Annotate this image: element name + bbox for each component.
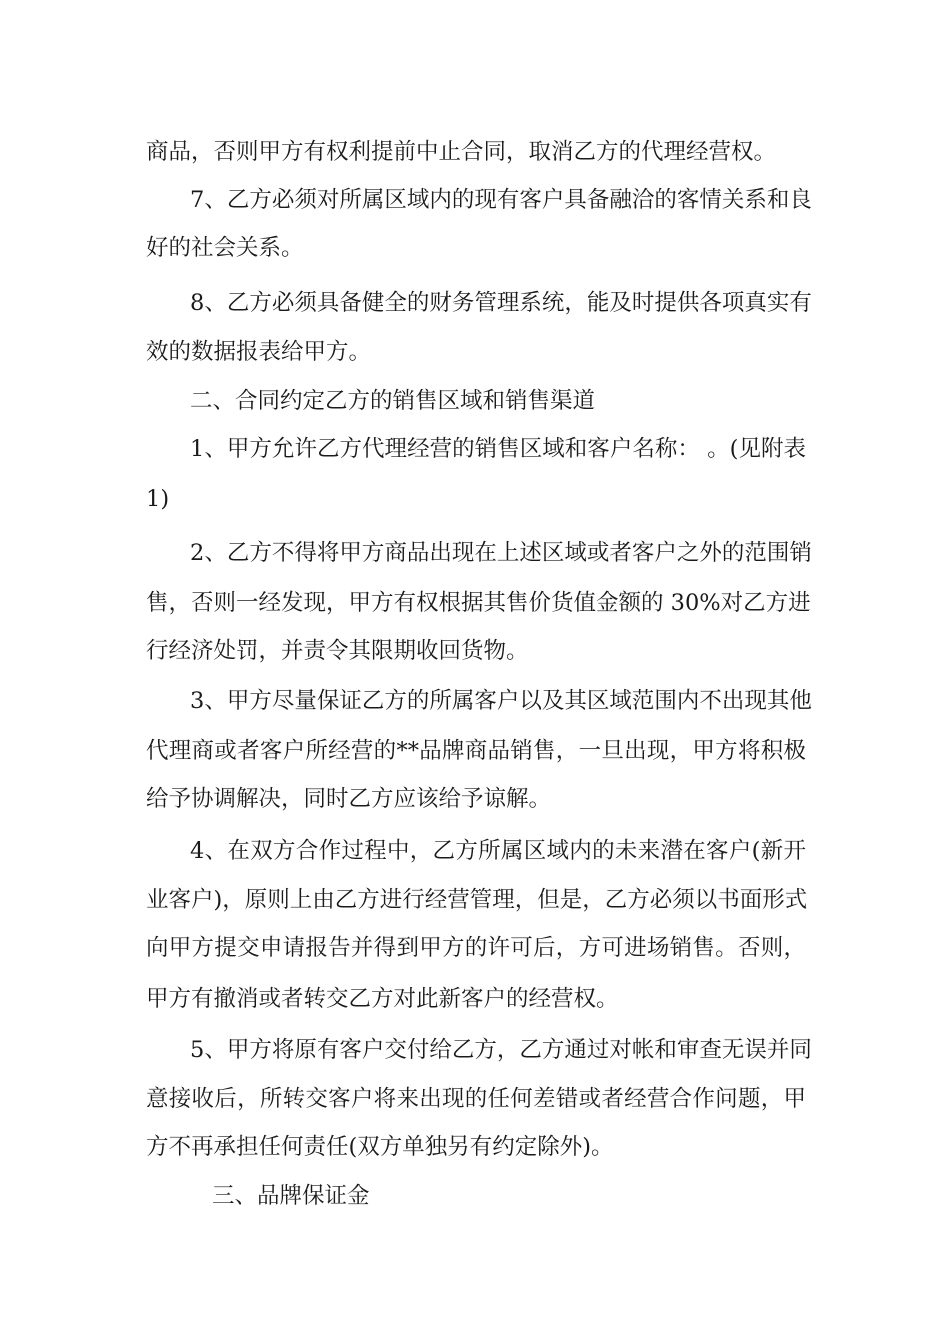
- clause-2-5-line-1: 5、甲方将原有客户交付给乙方，乙方通过对帐和审查无误并同: [190, 1037, 812, 1063]
- clause-7-line-1: 7、乙方必须对所属区域内的现有客户具备融洽的客情关系和良: [190, 187, 812, 213]
- section-2-heading: 二、合同约定乙方的销售区域和销售渠道: [190, 388, 596, 414]
- clause-2-3-line-2: 代理商或者客户所经营的**品牌商品销售，一旦出现，甲方将积极: [146, 738, 806, 764]
- clause-2-4-line-2: 业客户)，原则上由乙方进行经营管理，但是，乙方必须以书面形式: [146, 887, 808, 913]
- clause-7-line-2: 好的社会关系。: [146, 235, 304, 261]
- clause-2-1-line-1: 1、甲方允许乙方代理经营的销售区域和客户名称： 。(见附表: [190, 436, 806, 462]
- clause-2-5-line-2: 意接收后，所转交客户将来出现的任何差错或者经营合作问题，甲: [146, 1086, 806, 1112]
- clause-2-4-line-1: 4、在双方合作过程中，乙方所属区域内的未来潜在客户(新开: [190, 838, 806, 864]
- clause-2-2-line-1: 2、乙方不得将甲方商品出现在上述区域或者客户之外的范围销: [190, 540, 812, 566]
- clause-2-2-line-2: 售，否则一经发现，甲方有权根据其售价货值金额的 30%对乙方进: [146, 590, 811, 616]
- clause-2-1-line-2: 1): [146, 486, 170, 512]
- section-3-heading: 三、品牌保证金: [212, 1183, 370, 1209]
- clause-2-4-line-4: 甲方有撤消或者转交乙方对此新客户的经营权。: [146, 986, 619, 1012]
- clause-2-2-line-3: 行经济处罚，并责令其限期收回货物。: [146, 638, 529, 664]
- clause-2-4-line-3: 向甲方提交申请报告并得到甲方的许可后，方可进场销售。否则，: [146, 935, 806, 961]
- clause-8-line-2: 效的数据报表给甲方。: [146, 339, 372, 365]
- clause-2-5-line-3: 方不再承担任何责任(双方单独另有约定除外)。: [146, 1134, 614, 1160]
- text-line: 商品，否则甲方有权利提前中止合同，取消乙方的代理经营权。: [146, 139, 777, 165]
- clause-2-3-line-1: 3、甲方尽量保证乙方的所属客户以及其区域范围内不出现其他: [190, 688, 812, 714]
- clause-8-line-1: 8、乙方必须具备健全的财务管理系统，能及时提供各项真实有: [190, 290, 812, 316]
- clause-2-3-line-3: 给予协调解决，同时乙方应该给予谅解。: [146, 786, 552, 812]
